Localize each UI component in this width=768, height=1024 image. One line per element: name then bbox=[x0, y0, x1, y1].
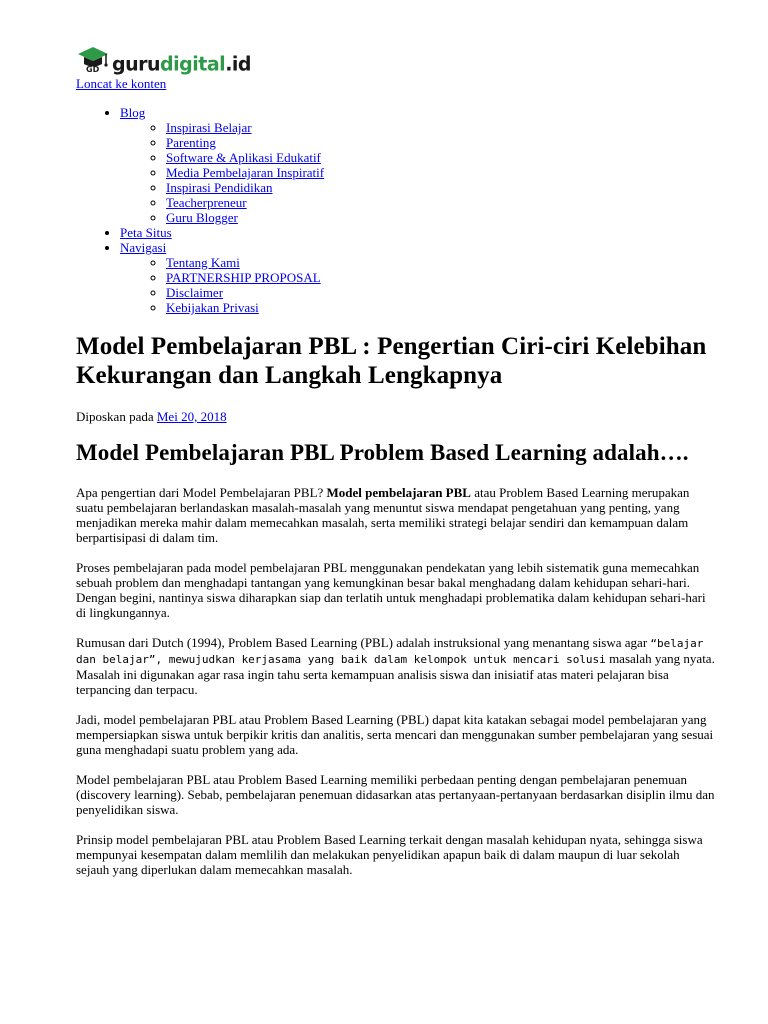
paragraph-3-end: masalah yang nyata. Masalah ini digunakan agar rasa ingin tahu serta kemampuan analisis siswa dan inisiatif atas materi pelajaran bisa terpancing dan terpacu. bbox=[76, 651, 715, 697]
submenu-item bbox=[166, 270, 716, 285]
main-menu bbox=[76, 105, 716, 315]
page bbox=[76, 44, 716, 877]
paragraph-4: Jadi, model pembelajaran PBL atau Problem Based Learning (PBL) dapat kita katakan sebagai model pembelajaran yang mempersiapkan siswa untuk berpikir kritis dan analitis, serta mencari dan menggunakan sumber pembelajaran yang sesuai guna menghadapi suatu problem yang ada. bbox=[76, 712, 714, 757]
submenu-item bbox=[166, 300, 716, 315]
submenu-item bbox=[166, 210, 716, 225]
submenu-link-teacherpreneur[interactable]: Teacherpreneur bbox=[166, 195, 247, 210]
menu-item-blog bbox=[120, 105, 716, 225]
logo-wordmark bbox=[112, 54, 251, 75]
submenu-link-kebijakan-privasi[interactable]: Kebijakan Privasi bbox=[166, 300, 259, 315]
paragraph-1-end: atau Problem Based Learning merupakan suatu pembelajaran berlandaskan masalah-masalah yang menuntut siswa mendapat pengetahuan yang penting, yang menjadikan mereka mahir dalam memecahkan masalah, serta memiliki strategi belajar sendiri dan kemampuan dalam berpartisipasi di dalam tim. bbox=[76, 485, 690, 545]
article-title: Model Pembelajaran PBL : Pengertian Ciri-ciri Kelebihan Kekurangan dan Langkah Lengkapnya bbox=[76, 333, 707, 389]
paragraph-6: Prinsip model pembelajaran PBL atau Problem Based Learning terkait dengan masalah kehidupan nyata, sehingga siswa mempunyai kesempatan dalam memlilih dan melakukan penyelidikan apapun baik di dalam maupun di luar sekolah sejauh yang diperlukan dalam memecahkan masalah. bbox=[76, 832, 703, 877]
submenu-link-inspirasi-belajar[interactable]: Inspirasi Belajar bbox=[166, 120, 252, 135]
submenu-item bbox=[166, 150, 716, 165]
submenu-link-software-aplikasi[interactable]: Software & Aplikasi Edukatif bbox=[166, 150, 321, 165]
svg-text:GD: GD bbox=[86, 65, 100, 74]
submenu-navigasi bbox=[120, 255, 716, 315]
graduation-cap-icon bbox=[76, 44, 110, 74]
submenu-link-partnership-proposal[interactable]: PARTNERSHIP PROPOSAL bbox=[166, 270, 321, 285]
submenu-item bbox=[166, 120, 716, 135]
paragraph-2: Proses pembelajaran pada model pembelajaran PBL menggunakan pendekatan yang lebih sistematik guna memecahkan sebuah problem dan menghadapi tantangan yang kemungkinan besar bakal menghadang dalam kehidupan sehari-hari. Dengan begini, nantinya siswa diharapkan siap dan terlatih untuk menghadapi problematika dalam kehidupan sehari-hari di lingkungannya. bbox=[76, 560, 706, 620]
submenu-blog bbox=[120, 120, 716, 225]
post-meta bbox=[76, 409, 716, 424]
logo-text-digital: digital bbox=[160, 52, 226, 76]
menu-link-peta-situs[interactable]: Peta Situs bbox=[120, 225, 172, 240]
paragraph-3-quote: “belajar dan belajar”, mewujudkan kerjasama yang baik dalam kelompok untuk mencari solusi bbox=[76, 637, 704, 666]
menu-item-peta-situs bbox=[120, 225, 716, 240]
site-logo[interactable] bbox=[76, 44, 716, 74]
submenu-link-disclaimer[interactable]: Disclaimer bbox=[166, 285, 224, 300]
submenu-item bbox=[166, 180, 716, 195]
article-subtitle: Model Pembelajaran PBL Problem Based Learning adalah…. bbox=[76, 440, 689, 465]
submenu-link-inspirasi-pendidikan[interactable]: Inspirasi Pendidikan bbox=[166, 180, 273, 195]
menu-link-blog[interactable]: Blog bbox=[120, 105, 146, 120]
submenu-item bbox=[166, 285, 716, 300]
submenu-link-guru-blogger[interactable]: Guru Blogger bbox=[166, 210, 238, 225]
paragraph-1-start: Apa pengertian dari Model Pembelajaran PBL? bbox=[76, 485, 327, 500]
submenu-link-parenting[interactable]: Parenting bbox=[166, 135, 216, 150]
submenu-link-tentang-kami[interactable]: Tentang Kami bbox=[166, 255, 240, 270]
menu-link-navigasi[interactable]: Navigasi bbox=[120, 240, 167, 255]
submenu-item bbox=[166, 255, 716, 270]
submenu-item bbox=[166, 135, 716, 150]
submenu-link-media-pembelajaran[interactable]: Media Pembelajaran Inspiratif bbox=[166, 165, 325, 180]
posted-date-link[interactable]: Mei 20, 2018 bbox=[156, 409, 227, 424]
paragraph-1 bbox=[76, 485, 716, 545]
paragraph-5: Model pembelajaran PBL atau Problem Based Learning memiliki perbedaan penting dengan pembelajaran penemuan (discovery learning). Sebab, pembelajaran penemuan didasarkan atas pertanyaan-pertanyaan berdasarkan disiplin ilmu dan penyelidikan siswa. bbox=[76, 772, 715, 817]
menu-item-navigasi bbox=[120, 240, 716, 315]
submenu-item bbox=[166, 165, 716, 180]
logo-text-guru: guru bbox=[112, 52, 161, 76]
paragraph-3-start: Rumusan dari Dutch (1994), Problem Based Learning (PBL) adalah instruksional yang menantang siswa agar bbox=[76, 635, 651, 650]
logo-text-id: .id bbox=[225, 52, 252, 76]
paragraph-1-bold: Model pembelajaran PBL bbox=[326, 485, 471, 500]
submenu-item bbox=[166, 195, 716, 210]
paragraph-3 bbox=[76, 635, 716, 697]
posted-prefix: Diposkan pada bbox=[76, 409, 157, 424]
skip-to-content-link[interactable]: Loncat ke konten bbox=[76, 76, 167, 91]
